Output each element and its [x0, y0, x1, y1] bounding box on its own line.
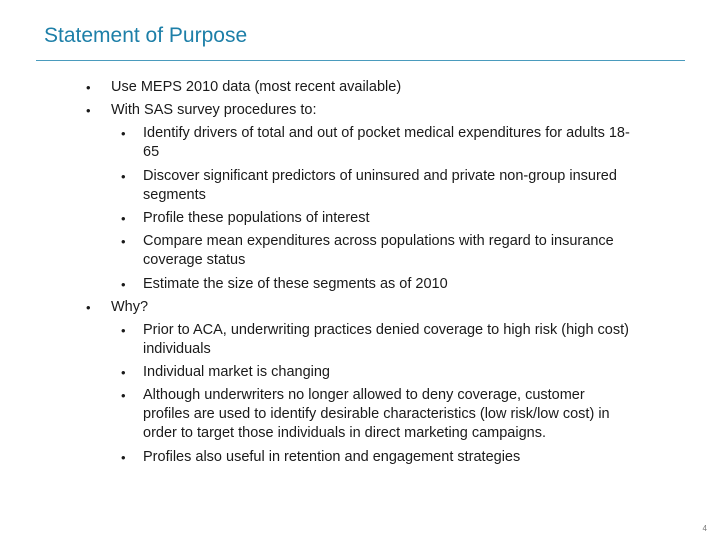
bullet-marker: •	[121, 365, 126, 380]
sub-bullet-predictors-line2: segments	[143, 187, 206, 203]
bullet-marker: •	[121, 277, 126, 292]
sub-bullet-compare-expenditures-line2: coverage status	[143, 252, 246, 268]
bullet-marker: •	[86, 300, 91, 315]
sub-bullet-underwriters-line2: profiles are used to identify desirable characteristics (low risk/low cost) in	[143, 406, 610, 422]
sub-bullet-underwriters-line3: order to target those individuals in direct marketing campaigns.	[143, 425, 546, 441]
bullet-marker: •	[121, 388, 126, 403]
bullet-meps-data: Use MEPS 2010 data (most recent available)	[111, 79, 402, 95]
bullet-marker: •	[121, 323, 126, 338]
bullet-sas-procedures: With SAS survey procedures to:	[111, 102, 317, 118]
sub-bullet-identify-drivers-line1: Identify drivers of total and out of pocket medical expenditures for adults 18-	[143, 125, 630, 141]
bullet-marker: •	[121, 126, 126, 141]
bullet-marker: •	[86, 80, 91, 95]
sub-bullet-retention-engagement: Profiles also useful in retention and engagement strategies	[143, 449, 521, 465]
sub-bullet-compare-expenditures-line1: Compare mean expenditures across populations with regard to insurance	[143, 233, 614, 249]
sub-bullet-identify-drivers-line2: 65	[143, 144, 160, 160]
bullet-why: Why?	[111, 299, 149, 315]
sub-bullet-underwriters-line1: Although underwriters no longer allowed to deny coverage, customer	[143, 387, 585, 403]
sub-bullet-predictors-line1: Discover significant predictors of uninsured and private non-group insured	[143, 168, 617, 184]
sub-bullet-profile-populations: Profile these populations of interest	[143, 210, 370, 226]
slide-title: Statement of Purpose	[44, 24, 248, 47]
sub-bullet-prior-aca-line2: individuals	[143, 341, 211, 357]
title-divider	[36, 60, 685, 61]
sub-bullet-market-changing: Individual market is changing	[143, 364, 330, 380]
bullet-marker: •	[121, 450, 126, 465]
bullet-marker: •	[121, 234, 126, 249]
sub-bullet-prior-aca-line1: Prior to ACA, underwriting practices denied coverage to high risk (high cost)	[143, 322, 629, 338]
bullet-marker: •	[86, 103, 91, 118]
page-number: 4	[702, 524, 707, 533]
bullet-marker: •	[121, 169, 126, 184]
sub-bullet-estimate-size: Estimate the size of these segments as of 2010	[143, 276, 448, 292]
bullet-marker: •	[121, 211, 126, 226]
